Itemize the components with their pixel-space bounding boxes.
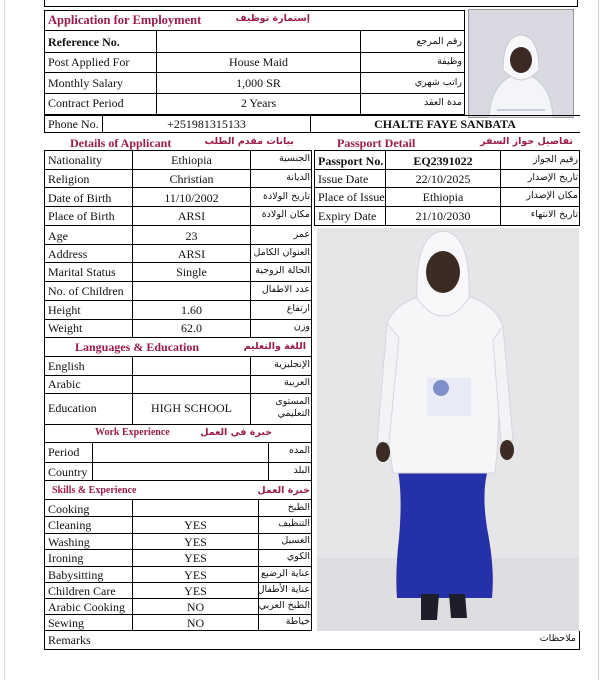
detail-label: Nationality [48, 153, 102, 167]
detail-value: 62.0 [181, 321, 202, 335]
detail-label: Place of Birth [48, 209, 115, 223]
detail-value: ARSI [177, 247, 206, 261]
details-heading-ar: بيانات مقدم الطلب [204, 136, 294, 147]
work-label: Period [48, 445, 80, 459]
full-body-photo [317, 228, 579, 631]
phone-value: +251981315133 [167, 117, 246, 131]
detail-value: Ethiopia [171, 153, 212, 167]
detail-label: Weight [48, 321, 83, 335]
remarks-label: Remarks [48, 633, 91, 647]
passport-heading: Passport Detail [337, 136, 416, 150]
detail-label-ar: العنوان الكامل [253, 247, 310, 258]
skill-value: YES [184, 568, 207, 582]
salary-value: 1,000 SR [236, 76, 281, 90]
contract-value: 2 Years [240, 96, 277, 110]
passport-value: Ethiopia [422, 190, 464, 204]
headshot-image [469, 10, 573, 117]
salary-label-ar: راتب شهري [414, 77, 462, 88]
language-label: Arabic [48, 377, 81, 391]
detail-label: Address [48, 247, 88, 261]
passport-label: Passport No. [318, 154, 384, 168]
detail-value: Single [176, 265, 207, 279]
passport-label-ar: تاريخ الإصدار [527, 172, 578, 183]
skill-label-ar: التنظيف [278, 518, 310, 529]
skill-label-ar: الغسيل [281, 535, 310, 546]
skill-label: Cleaning [48, 518, 92, 532]
remarks-row [44, 631, 580, 650]
skills-heading-ar: خبرة العمل [257, 485, 310, 496]
work-label-ar: المده [289, 445, 310, 456]
work-label-ar: البلد [293, 465, 310, 476]
contract-label-ar: مدة العقد [424, 97, 462, 108]
detail-label: No. of Children [48, 284, 124, 298]
detail-label: Height [48, 303, 81, 317]
language-label-ar: العربية [284, 377, 310, 388]
detail-label-ar: ارتفاع [286, 303, 310, 314]
detail-value: Christian [169, 172, 214, 186]
skill-value: YES [184, 584, 207, 598]
passport-label: Expiry Date [318, 209, 377, 223]
post-value: House Maid [229, 55, 288, 69]
post-label: Post Applied For [48, 55, 130, 69]
detail-label: Age [48, 229, 68, 243]
education-label-ar: المستوى التعليمي [275, 396, 310, 419]
detail-value: ARSI [177, 209, 206, 223]
skill-label: Cooking [48, 502, 90, 516]
skill-label-ar: الكوي [286, 551, 310, 562]
passport-label-ar: مكان الإصدار [526, 190, 578, 201]
work-heading: Work Experience [95, 427, 170, 438]
detail-label-ar: عمر [293, 229, 310, 240]
passport-label-ar: تاريخ الانتهاء [530, 209, 578, 220]
title-english: Application for Employment [48, 13, 202, 27]
work-heading-ar: خبرة في العمل [200, 427, 272, 438]
work-label: Country [48, 465, 88, 479]
page-edge-left [4, 0, 5, 680]
language-label-ar: الإنجليزية [274, 359, 310, 370]
skill-value: NO [186, 616, 205, 630]
languages-heading-ar: اللغة والتعليم [243, 341, 306, 352]
passport-value: EQ2391022 [413, 154, 473, 168]
detail-label-ar: مكان الولادة [261, 209, 310, 220]
passport-value: 21/10/2030 [415, 209, 471, 223]
skill-label: Babysitting [48, 568, 104, 582]
detail-label-ar: وزن [293, 321, 310, 332]
page-edge [598, 0, 599, 680]
skill-label-ar: الطبخ العربي [258, 600, 310, 611]
skill-label: Sewing [48, 616, 84, 630]
detail-label: Religion [48, 172, 90, 186]
skill-value: NO [186, 600, 205, 614]
passport-label: Issue Date [318, 172, 369, 186]
detail-label-ar: عدد الاطفال [261, 284, 310, 295]
phone-label: Phone No. [48, 117, 99, 131]
detail-label-ar: الديانة [286, 172, 310, 183]
skill-label-ar: الطبخ [287, 502, 310, 513]
passport-heading-ar: تفاصيل جواز السفر [480, 136, 573, 147]
detail-label: Date of Birth [48, 191, 112, 205]
title-arabic: إستمارة توظيف [235, 13, 310, 24]
details-heading: Details of Applicant [70, 136, 172, 150]
remarks-label-ar: ملاحظات [539, 633, 576, 644]
detail-label-ar: تاريخ الولادة [263, 191, 310, 202]
detail-label-ar: الجنسية [279, 153, 310, 164]
skill-value: YES [184, 535, 207, 549]
skill-value: YES [184, 551, 207, 565]
detail-value: 23 [185, 229, 198, 243]
applicant-name: CHALTE FAYE SANBATA [374, 117, 516, 131]
skill-label: Ironing [48, 551, 84, 565]
skill-label-ar: خياطة [285, 616, 310, 627]
skills-heading: Skills & Experience [52, 485, 137, 496]
contract-label: Contract Period [48, 96, 124, 110]
passport-value: 22/10/2025 [415, 172, 471, 186]
headshot-photo [468, 9, 574, 118]
full-body-image [317, 228, 579, 631]
reference-label: Reference No. [48, 35, 120, 49]
reference-label-ar: رقم المرجع [416, 36, 462, 47]
skill-label: Arabic Cooking [48, 600, 125, 614]
skill-label: Washing [48, 535, 90, 549]
education-label: Education [48, 401, 97, 415]
language-label: English [48, 359, 85, 373]
languages-heading: Languages & Education [75, 340, 200, 354]
skill-label-ar: عناية الأطفال [257, 584, 310, 595]
skill-label: Children Care [48, 584, 116, 598]
detail-value: 11/10/2002 [164, 191, 219, 205]
education-value: HIGH SCHOOL [151, 401, 232, 415]
passport-label: Place of Issue [318, 190, 385, 204]
salary-label: Monthly Salary [48, 76, 123, 90]
skill-label-ar: عناية الرضيع [261, 568, 310, 579]
post-label-ar: وظيفة [437, 56, 462, 67]
skill-value: YES [184, 518, 207, 532]
top-border [44, 0, 578, 7]
detail-value: 1.60 [181, 303, 202, 317]
passport-label-ar: رقيم الجواز [532, 154, 578, 165]
detail-label-ar: الحالة الزوجية [255, 265, 310, 276]
detail-label: Marital Status [48, 265, 116, 279]
